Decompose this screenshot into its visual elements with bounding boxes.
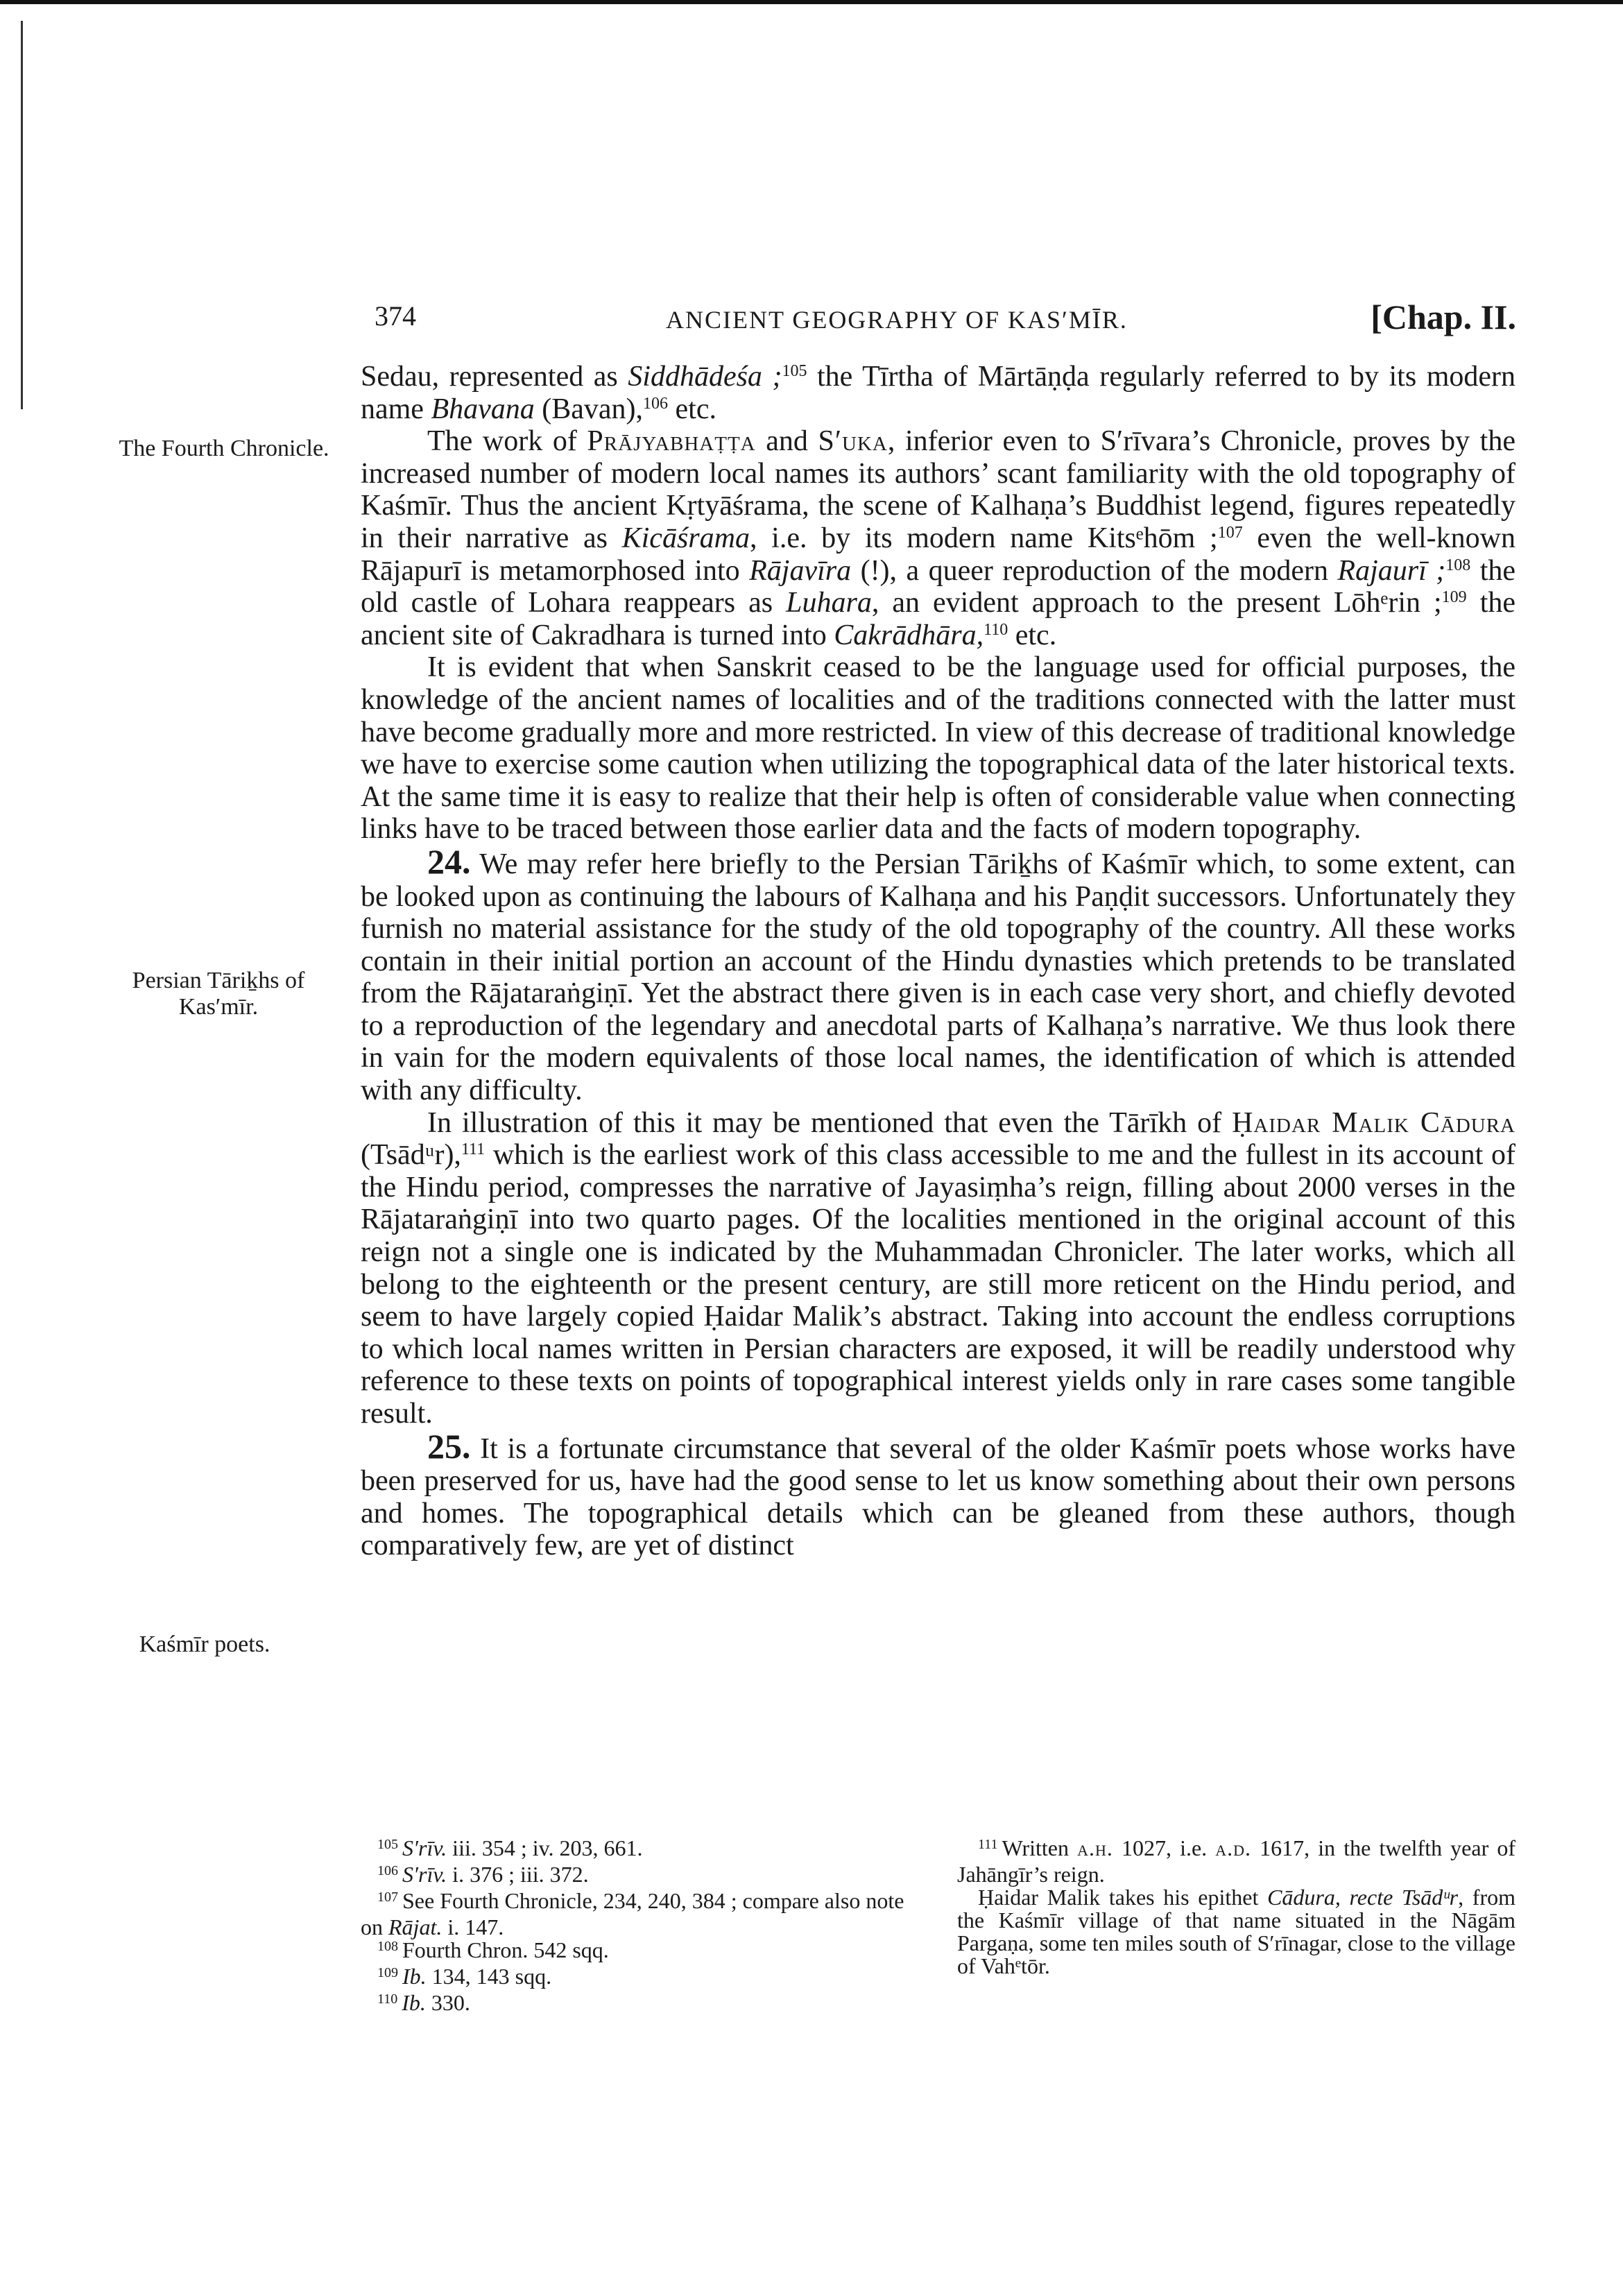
margin-note-kasmir-poets: Kaśmīr poets.	[139, 1631, 270, 1657]
footnote-107: $^{107}$ See Fourth Chronicle, 234, 240, 384 ; compare also note on Rājat. i. 147.	[361, 1888, 904, 1939]
footnote-105: $^{105}$ S′rīv. iii. 354 ; iv. 203, 661.	[377, 1835, 643, 1860]
page-number: 374	[375, 300, 416, 332]
left-border-rule	[21, 21, 23, 409]
page-header	[368, 300, 1516, 348]
paragraph-6: 25. It is a fortunate circumstance that several of the older Kaśmīr poets whose works have been preserved for us, have had the good sense to let us know something about their own persons and homes. The topographical details which can be gleaned from these authors, though comparatively few, are yet of distinct	[361, 1426, 1515, 1562]
section-number-25: 25.	[427, 1426, 471, 1466]
paragraph-2: The work of Prājyabhaṭṭa and S′uka, inferior even to S′rīvara’s Chronicle, proves by the increased number of modern local names its authors’ scant familiarity with the old topography of Kaśmīr. Thus the ancient Kṛtyāśrama, the scene of Kalhaṇa’s Buddhist legend, figures repeatedly in their narrative as Kicāśrama, i.e. by its modern name Kitsᵉhōm ;$^{107}$ even the well-known Rājapurī is metamorphosed into Rājavīra (!), a queer reproduction of the modern Rajaurī ;$^{108}$ the old castle of Lohara reappears as Luhara, an evident approach to the present Lōhᵉrin ;$^{109}$ the ancient site of Cakradhara is turned into Cakrādhāra,$^{110}$ etc.	[361, 425, 1515, 651]
footnote-108: $^{108}$ Fourth Chron. 542 sqq.	[377, 1937, 609, 1962]
top-border-rule	[0, 0, 1623, 4]
margin-note-persian-tarikhs: Persian Tāriḵhs of Kas′mīr.	[132, 968, 305, 1020]
footnote-111: $^{111}$ Written a.h. 1027, i.e. a.d. 1617, in the twelfth year of Jahāngīr’s reign.	[957, 1835, 1516, 1887]
paragraph-1: Sedau, represented as Siddhādeśa ;$^{105}$ the Tīrtha of Mārtāṇḍa regularly referred to by its modern name Bhavana (Bavan),$^{106}$ etc.	[361, 361, 1515, 425]
paragraph-4: 24. We may refer here briefly to the Persian Tāriḵhs of Kaśmīr which, to some extent, can be looked upon as continuing the labours of Kalhaṇa and his Paṇḍit successors. Unfortunately they furnish no material assistance for the study of the old topography of the country. All these works contain in their initial portion an account of the Hindu dynasties which pretends to be translated from the Rājataraṅgiṇī. Yet the abstract there given is in each case very short, and chiefly devoted to a reproduction of the legendary and anecdotal parts of Kalhaṇa’s narrative. We thus look there in vain for the modern equivalents of those local names, the identification of which is attended with any difficulty.	[361, 841, 1515, 1107]
section-number-24: 24.	[427, 841, 471, 881]
chapter-label: [Chap. II.	[1371, 298, 1516, 336]
margin-note-fourth-chronicle: The Fourth Chronicle.	[119, 436, 329, 461]
paragraph-3: It is evident that when Sanskrit ceased to be the language used for official purposes, the knowledge of the ancient names of localities and of the traditions connected with the latter must have become gradually more and more restricted. In view of this decrease of traditional knowledge we have to exercise some caution when utilizing the topographical data of the later historical texts. At the same time it is easy to realize that their help is often of considerable value when connecting links have to be traced between those earlier data and the facts of modern topography.	[361, 651, 1515, 846]
footnote-109: $^{109}$ Ib. 134, 143 sqq.	[377, 1964, 552, 1989]
footnotes-left-column	[361, 1837, 909, 2018]
footnote-111-continued: Ḥaidar Malik takes his epithet Cādura, recte Tsādᵘr, from the Kaśmīr village of that name situated in the Nāgām Pargaṇa, some ten miles south of S′rīnagar, close to the village of Vahᵉtōr.	[957, 1885, 1516, 1978]
footnote-110: $^{110}$ Ib. 330.	[377, 1990, 470, 2015]
running-title: ANCIENT GEOGRAPHY OF KAS′MĪR.	[666, 306, 1128, 334]
footnotes-right-column	[957, 1837, 1515, 1978]
footnote-106: $^{106}$ S′rīv. i. 376 ; iii. 372.	[377, 1862, 589, 1887]
paragraph-5: In illustration of this it may be mentioned that even the Tārīkh of Ḥaidar Malik Cādura (Tsādᵘr),$^{111}$ which is the earliest work of this class accessible to me and the fullest in its account of the Hindu period, compresses the narrative of Jayasiṃha’s reign, filling about 2000 verses in the Rājataraṅgiṇī into two quarto pages. Of the localities mentioned in the original account of this reign not a single one is indicated by the Muhammadan Chronicler. The later works, which all belong to the eighteenth or the present century, are still more reticent on the Hindu period, and seem to have largely copied Ḥaidar Malik’s abstract. Taking into account the endless corruptions to which local names written in Persian characters are exposed, it will be readily understood why reference to these texts on points of topographical interest yields only in rare cases some tangible result.	[361, 1106, 1516, 1430]
main-text	[361, 361, 1515, 1562]
